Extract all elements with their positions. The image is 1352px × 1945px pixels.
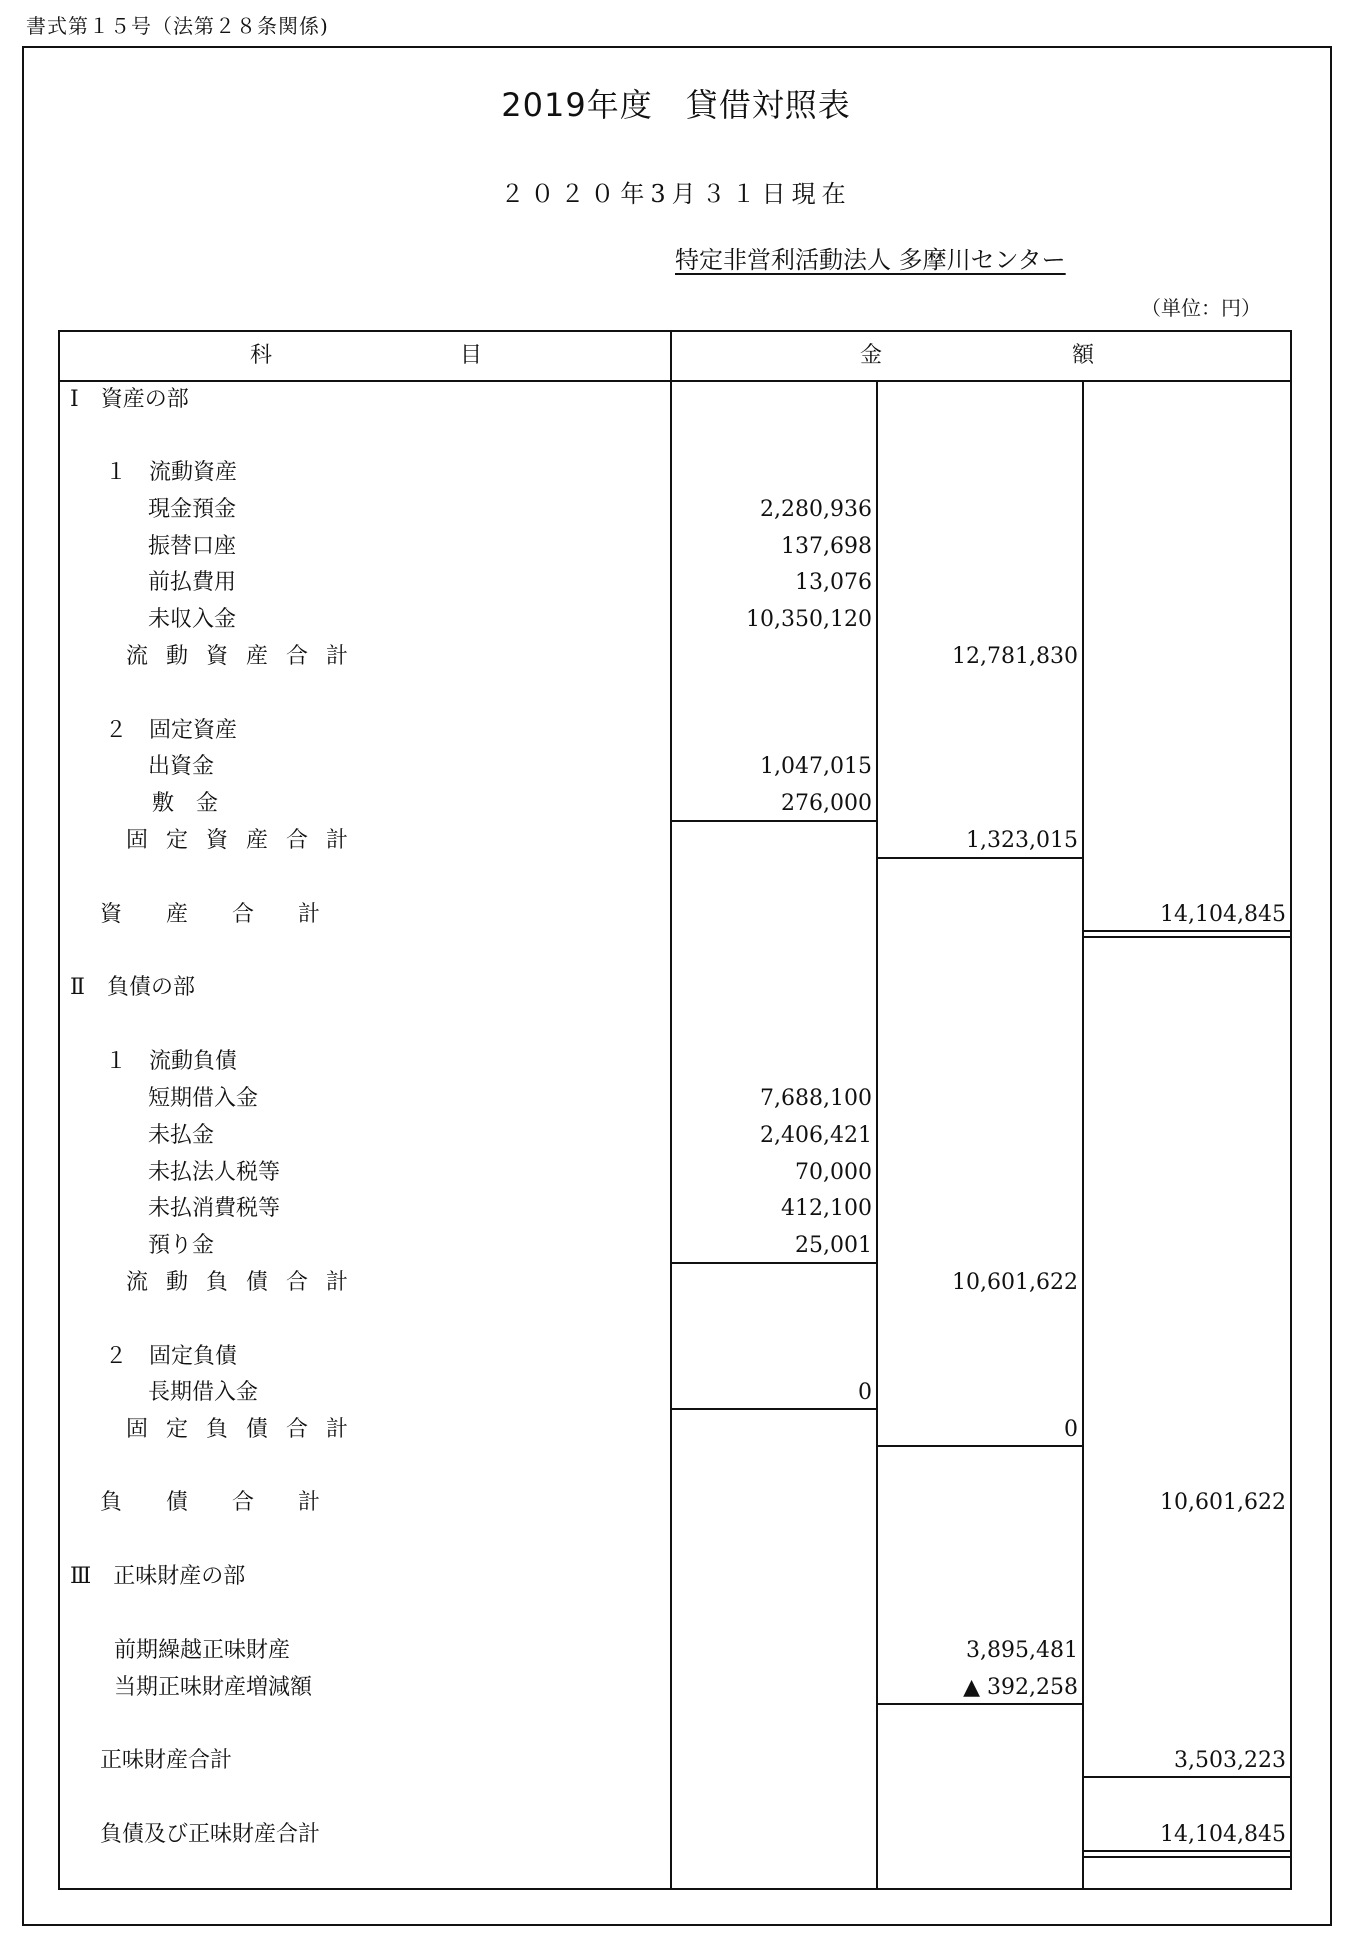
prepaid-label: 前払費用 xyxy=(148,570,237,595)
transfer-label: 振替口座 xyxy=(148,534,237,559)
payable-label: 未払金 xyxy=(148,1123,215,1148)
column-divider-subject xyxy=(670,330,672,1890)
rule-grand-total-2 xyxy=(1082,1856,1292,1858)
net-assets-total-label: 正味財産合計 xyxy=(100,1748,233,1773)
current-assets-total-amount: 12,781,830 xyxy=(952,644,1078,669)
fixed-liabilities-total-amount: 0 xyxy=(1064,1417,1078,1442)
current-liabilities-label: １ 流動負債 xyxy=(105,1049,238,1074)
page-title: 2019年度 貸借対照表 xyxy=(501,86,851,124)
header-subject-2: 目 xyxy=(460,343,483,368)
as-of-date: ２０２０年3月３１日現在 xyxy=(500,180,852,208)
payable-amount: 2,406,421 xyxy=(760,1123,872,1148)
receivable-amount: 10,350,120 xyxy=(746,607,872,632)
consumption-tax-label: 未払消費税等 xyxy=(148,1196,281,1221)
rule-grand-total-1 xyxy=(1082,1850,1292,1852)
deposit-amount: 276,000 xyxy=(781,791,872,816)
rule-current-liabilities xyxy=(670,1262,878,1264)
current-liabilities-total-amount: 10,601,622 xyxy=(952,1270,1078,1295)
rule-fixed-liabilities xyxy=(670,1408,878,1410)
liabilities-section-label: Ⅱ 負債の部 xyxy=(70,975,195,1000)
organization-name: 特定非営利活動法人 多摩川センター xyxy=(675,246,1066,274)
corp-tax-amount: 70,000 xyxy=(795,1160,872,1185)
withholding-amount: 25,001 xyxy=(795,1233,872,1258)
investment-label: 出資金 xyxy=(148,754,215,779)
cash-amount: 2,280,936 xyxy=(760,497,872,522)
long-loan-amount: 0 xyxy=(858,1380,872,1405)
cash-label: 現金預金 xyxy=(148,497,237,522)
prepaid-amount: 13,076 xyxy=(795,570,872,595)
net-assets-total-amount: 3,503,223 xyxy=(1174,1748,1286,1773)
withholding-label: 預り金 xyxy=(148,1233,215,1258)
change-net-assets-amount: ▲ 392,258 xyxy=(963,1675,1078,1700)
fixed-assets-label: ２ 固定資産 xyxy=(105,718,238,743)
header-amount-2: 額 xyxy=(1072,343,1095,368)
receivable-label: 未収入金 xyxy=(148,607,237,632)
long-loan-label: 長期借入金 xyxy=(148,1380,259,1405)
liabilities-total-amount: 10,601,622 xyxy=(1160,1490,1286,1515)
rule-assets-total-1 xyxy=(1082,930,1292,932)
net-assets-section-label: Ⅲ 正味財産の部 xyxy=(70,1564,246,1589)
fixed-liabilities-total-label: 固定負債合計 xyxy=(126,1417,367,1442)
assets-total-label: 資産合計 xyxy=(100,902,365,927)
assets-total-amount: 14,104,845 xyxy=(1160,902,1286,927)
grand-total-label: 負債及び正味財産合計 xyxy=(100,1822,321,1847)
rule-fixed-assets xyxy=(670,820,878,822)
prior-net-assets-label: 前期繰越正味財産 xyxy=(114,1638,291,1663)
unit-label: （単位：円） xyxy=(1141,296,1261,320)
header-subject-1: 科 xyxy=(250,343,273,368)
rule-net-assets-total xyxy=(1082,1776,1292,1778)
fixed-assets-total-amount: 1,323,015 xyxy=(966,828,1078,853)
rule-fixed-assets-total xyxy=(876,857,1084,859)
header-amount-1: 金 xyxy=(860,343,883,368)
form-number: 書式第１５号（法第２８条関係) xyxy=(26,14,329,38)
rule-fixed-liabilities-total xyxy=(876,1445,1084,1447)
short-loan-amount: 7,688,100 xyxy=(760,1086,872,1111)
fixed-assets-total-label: 固定資産合計 xyxy=(126,828,367,853)
rule-assets-total-2 xyxy=(1082,936,1292,938)
deposit-label: 敷 金 xyxy=(152,791,219,816)
short-loan-label: 短期借入金 xyxy=(148,1086,259,1111)
change-net-assets-label: 当期正味財産増減額 xyxy=(114,1675,313,1700)
column-divider-2 xyxy=(1082,380,1084,1890)
fixed-liabilities-label: ２ 固定負債 xyxy=(105,1344,238,1369)
column-divider-1 xyxy=(876,380,878,1890)
liabilities-total-label: 負債合計 xyxy=(100,1490,365,1515)
current-assets-total-label: 流動資産合計 xyxy=(126,644,367,669)
current-liabilities-total-label: 流動負債合計 xyxy=(126,1270,367,1295)
consumption-tax-amount: 412,100 xyxy=(781,1196,872,1221)
rule-net-assets-change xyxy=(876,1703,1084,1705)
assets-section-label: Ⅰ 資産の部 xyxy=(70,387,189,412)
transfer-amount: 137,698 xyxy=(781,534,872,559)
corp-tax-label: 未払法人税等 xyxy=(148,1160,281,1185)
grand-total-amount: 14,104,845 xyxy=(1160,1822,1286,1847)
header-divider xyxy=(58,380,1292,382)
prior-net-assets-amount: 3,895,481 xyxy=(966,1638,1078,1663)
current-assets-label: １ 流動資産 xyxy=(105,460,238,485)
investment-amount: 1,047,015 xyxy=(760,754,872,779)
